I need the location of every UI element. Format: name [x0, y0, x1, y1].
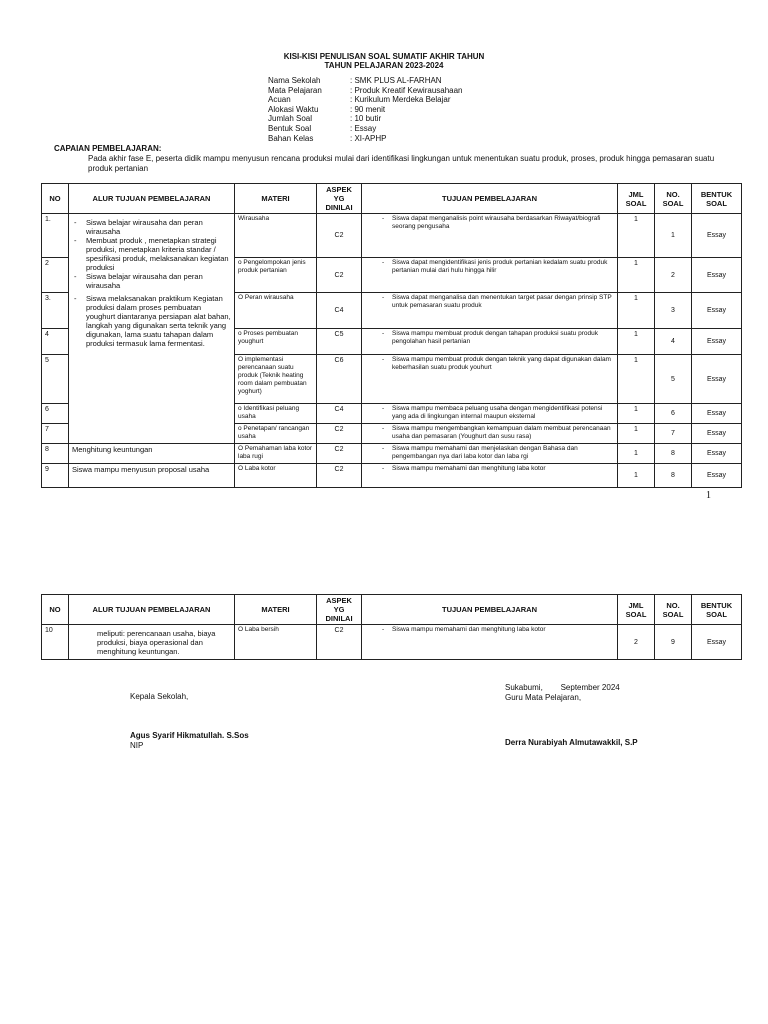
meta-value: : 10 butir	[350, 114, 382, 124]
table-header-row	[42, 184, 742, 214]
alur-item: - Siswa belajar wirausaha dan peran wirausaha	[72, 272, 231, 290]
row-tujuan: - Siswa mampu membuat produk dengan teknik yang dapat digunakan dalam keberhasilan suatu produk youhurt	[362, 355, 618, 404]
row-materi: O Laba kotor	[235, 464, 317, 488]
row-bentuk: Essay	[692, 329, 742, 355]
row-no: 9	[42, 464, 69, 488]
row-jml: 1	[618, 464, 655, 488]
header-nosoal: NO. SOAL	[655, 184, 692, 214]
row-aspek: C2	[317, 444, 362, 464]
meta-row	[268, 105, 688, 115]
document-title: KISI-KISI PENULISAN SOAL SUMATIF AKHIR TAHUN	[283, 52, 485, 61]
row-nosoal: 2	[655, 258, 692, 293]
meta-value: : Kurikulum Merdeka Belajar	[350, 95, 451, 105]
header-materi: MATERI	[235, 595, 317, 625]
row-no: 1.	[42, 214, 69, 258]
row-bentuk: Essay	[692, 293, 742, 329]
row-aspek: C2	[317, 625, 362, 660]
alur-item: - Membuat produk , menetapkan strategi produksi, menetapkan kriteria standar / spesifikasi produk, melaksanakan kegiatan produksi	[72, 236, 231, 272]
row-alur: Menghitung keuntungan	[69, 444, 235, 464]
row-bentuk: Essay	[692, 625, 742, 660]
alur-item: - Siswa melaksanakan praktikum Kegiatan produksi dalam proses pembuatan youghurt diantaranya persiapan alat bahan, langkah yang digunakan serta teknik yang digunakan, lama suatu tahapan dalam produksi termasuk lama fermentasi.	[72, 294, 231, 348]
meta-row	[268, 76, 688, 86]
header-jml: JML SOAL	[618, 595, 655, 625]
row-alur: meliputi: perencanaan usaha, biaya produksi, biaya operasional dan menghitung keuntungan.	[69, 625, 235, 660]
table-row	[42, 464, 742, 488]
row-no: 7	[42, 424, 69, 444]
principal-name: Agus Syarif Hikmatullah. S.Sos	[130, 731, 249, 740]
meta-key: Bahan Kelas	[268, 133, 314, 143]
row-aspek: C2	[317, 258, 362, 293]
row-bentuk: Essay	[692, 258, 742, 293]
row-bentuk: Essay	[692, 214, 742, 258]
header-nosoal: NO. SOAL	[655, 595, 692, 625]
row-bentuk: Essay	[692, 424, 742, 444]
principal-nip: NIP	[130, 741, 144, 750]
row-nosoal: 3	[655, 293, 692, 329]
meta-key: Nama Sekolah	[268, 76, 321, 85]
row-tujuan: - Siswa dapat menganalisis point wirausaha berdasarkan Riwayat/biografi seorang pengusaha	[362, 214, 618, 258]
header-alur: ALUR TUJUAN PEMBELAJARAN	[69, 595, 235, 625]
row-tujuan: - Siswa mampu memahami dan menjelaskan dengan Bahasa dan pengembangan nya dari laba kotor dan laba rgi	[362, 444, 618, 464]
header-aspek: ASPEK YG DINILAI	[317, 184, 362, 214]
meta-key: Mata Pelajaran	[268, 85, 322, 95]
meta-key: Bentuk Soal	[268, 124, 312, 133]
row-aspek: C6	[317, 355, 362, 404]
row-alur-block	[69, 214, 235, 444]
meta-value: : XI-APHP	[350, 133, 387, 143]
table-header-row	[42, 595, 742, 625]
row-no: 3.	[42, 293, 69, 329]
header-aspek: ASPEK YG DINILAI	[317, 595, 362, 625]
row-tujuan: - Siswa mampu mengembangkan kemampuan dalam membuat perencanaan usaha dan pemasaran (Youghurt dan susu rasa)	[362, 424, 618, 444]
row-no: 4	[42, 329, 69, 355]
row-aspek: C2	[317, 424, 362, 444]
row-nosoal: 8	[655, 444, 692, 464]
row-nosoal: 4	[655, 329, 692, 355]
row-jml: 1	[618, 329, 655, 355]
header-bentuk: BENTUK SOAL	[692, 595, 742, 625]
row-tujuan: - Siswa mampu memahami dan menghitung laba kotor	[362, 464, 618, 488]
table-row	[42, 625, 742, 660]
row-tujuan: - Siswa mampu memahami dan menghitung laba kotor	[362, 625, 618, 660]
row-tujuan: - Siswa mampu membaca peluang usaha dengan mengidentifikasi potensi yang ada di lingkungan internal maupun eksternal	[362, 404, 618, 424]
row-materi: O Pemahaman laba kotor laba rugi	[235, 444, 317, 464]
principal-title: Kepala Sekolah,	[130, 692, 189, 701]
row-nosoal: 5	[655, 355, 692, 404]
signature-date: Sukabumi, September 2024	[505, 683, 620, 692]
alur-item: - Siswa belajar wirausaha dan peran wirausaha	[72, 218, 231, 236]
header-alur: ALUR TUJUAN PEMBELAJARAN	[69, 184, 235, 214]
header-bentuk: BENTUK SOAL	[692, 184, 742, 214]
row-materi: o Identifikasi peluang usaha	[235, 404, 317, 424]
row-jml: 1	[618, 444, 655, 464]
row-nosoal: 8	[655, 464, 692, 488]
row-jml: 1	[618, 424, 655, 444]
row-tujuan: - Siswa mampu membuat produk dengan tahapan produksi suatu produk pengolahan hasil pertanian	[362, 329, 618, 355]
meta-value: : Essay	[350, 124, 377, 133]
row-nosoal: 6	[655, 404, 692, 424]
row-bentuk: Essay	[692, 464, 742, 488]
header-no: NO	[42, 595, 69, 625]
alur-list	[72, 218, 231, 348]
row-tujuan: - Siswa dapat menganalisa dan menentukan target pasar dengan prinsip STP untuk pemasaran suatu produk	[362, 293, 618, 329]
row-materi: Wirausaha	[235, 214, 317, 258]
header-no: NO	[42, 184, 69, 214]
teacher-title: Guru Mata Pelajaran,	[505, 693, 582, 702]
row-no: 2	[42, 258, 69, 293]
meta-row	[268, 95, 688, 105]
row-no: 6	[42, 404, 69, 424]
teacher-name: Derra Nurabiyah Almutawakkil, S.P	[505, 738, 638, 747]
kisi-kisi-table-continued	[41, 594, 742, 660]
meta-key: Alokasi Waktu	[268, 104, 319, 114]
meta-row	[268, 124, 688, 134]
kisi-kisi-table	[41, 183, 742, 488]
meta-row	[268, 86, 688, 96]
meta-value: : 90 menit	[350, 104, 386, 114]
document-subtitle: TAHUN PELAJARAN 2023-2024	[324, 61, 444, 70]
row-materi: O Peran wirausaha	[235, 293, 317, 329]
row-materi: O implementasi perencanaan suatu produk (Teknik heating room dalam pembuatan yoghurt)	[235, 355, 317, 404]
row-nosoal: 9	[655, 625, 692, 660]
row-materi: o Proses pembuatan youghurt	[235, 329, 317, 355]
row-jml: 1	[618, 293, 655, 329]
table-row	[42, 444, 742, 464]
row-materi: O Laba bersih	[235, 625, 317, 660]
row-tujuan: - Siswa dapat mengidentifikasi jenis produk pertanian kedalam suatu produk pertanian mulai dari hulu hingga hilir	[362, 258, 618, 293]
row-nosoal: 7	[655, 424, 692, 444]
row-jml: 1	[618, 258, 655, 293]
row-bentuk: Essay	[692, 404, 742, 424]
table-row	[42, 214, 742, 258]
capaian-text: Pada akhir fase E, peserta didik mampu menyusun rencana produksi mulai dari identifikasi lingkungan untuk menentukan suatu produk, proses, produk hingga pemasaran suatu produk pertanian	[88, 154, 715, 173]
row-alur: Siswa mampu menyusun proposal usaha	[69, 464, 235, 488]
row-jml: 1	[618, 404, 655, 424]
row-bentuk: Essay	[692, 444, 742, 464]
row-no: 8	[42, 444, 69, 464]
row-jml: 1	[618, 355, 655, 404]
row-nosoal: 1	[655, 214, 692, 258]
row-aspek: C5	[317, 329, 362, 355]
row-aspek: C2	[317, 214, 362, 258]
meta-row	[268, 134, 688, 144]
page-number: 1	[706, 490, 711, 501]
row-jml: 2	[618, 625, 655, 660]
row-aspek: C4	[317, 404, 362, 424]
row-no: 5	[42, 355, 69, 404]
row-bentuk: Essay	[692, 355, 742, 404]
row-no: 10	[42, 625, 69, 660]
meta-key: Jumlah Soal	[268, 114, 313, 124]
row-aspek: C4	[317, 293, 362, 329]
meta-row	[268, 114, 688, 124]
header-tujuan: TUJUAN PEMBELAJARAN	[362, 595, 618, 625]
meta-value: : SMK PLUS AL-FARHAN	[350, 76, 442, 85]
header-materi: MATERI	[235, 184, 317, 214]
header-tujuan: TUJUAN PEMBELAJARAN	[362, 184, 618, 214]
meta-key: Acuan	[268, 95, 291, 105]
capaian-heading: CAPAIAN PEMBELAJARAN:	[54, 144, 162, 153]
row-aspek: C2	[317, 464, 362, 488]
row-materi: o Pengelompokan jenis produk pertanian	[235, 258, 317, 293]
header-jml: JML SOAL	[618, 184, 655, 214]
row-materi: o Penetapan/ rancangan usaha	[235, 424, 317, 444]
meta-value: : Produk Kreatif Kewirausahaan	[350, 85, 463, 95]
row-jml: 1	[618, 214, 655, 258]
